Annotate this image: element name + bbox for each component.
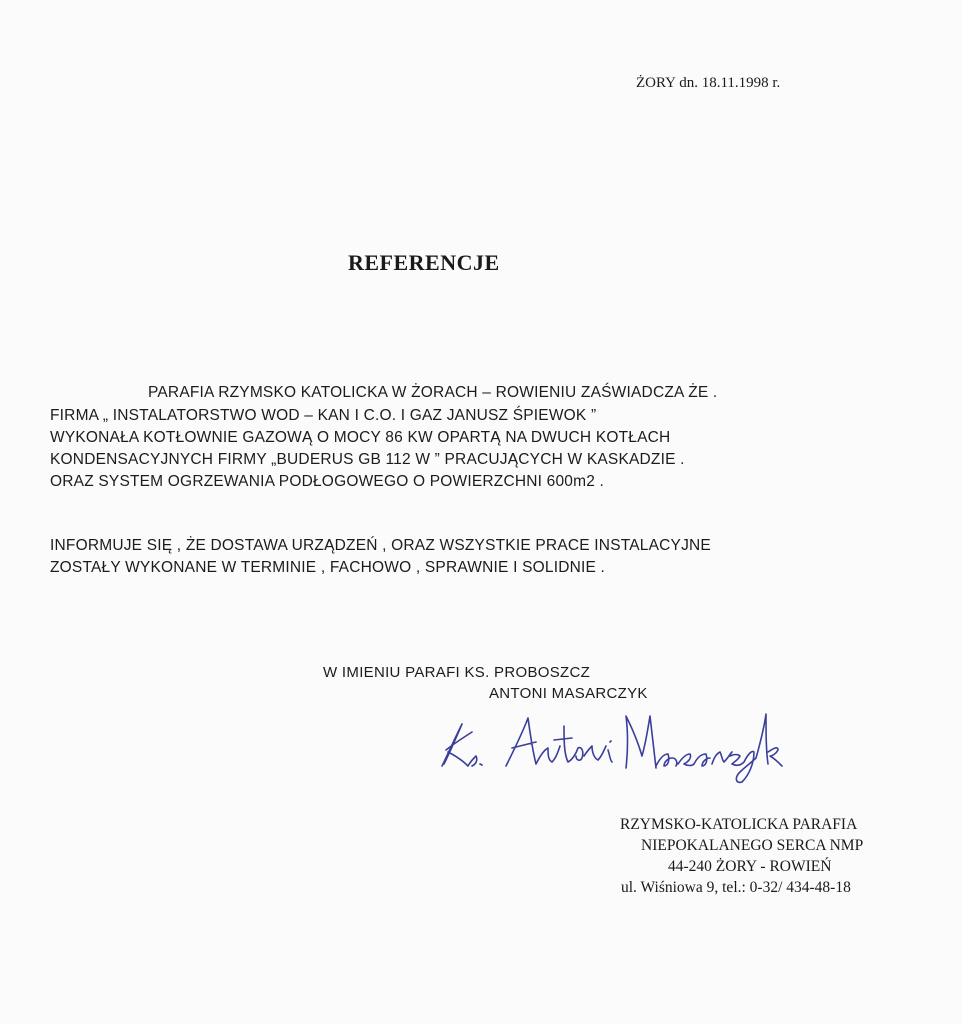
body-line-1: PARAFIA RZYMSKO KATOLICKA W ŻORACH – ROWIENIU ZAŚWIADCZA ŻE . [148,384,718,401]
body-line-3: WYKONAŁA KOTŁOWNIE GAZOWĄ O MOCY 86 KW OPARTĄ NA DWUCH KOTŁACH [50,429,671,446]
body-line-7: ZOSTAŁY WYKONANE W TERMINIE , FACHOWO , SPRAWNIE I SOLIDNIE . [50,559,606,576]
stamp-line-1: RZYMSKO-KATOLICKA PARAFIA [620,816,858,833]
body-line-2: FIRMA „ INSTALATORSTWO WOD – KAN I C.O. I GAZ JANUSZ ŚPIEWOK ” [50,407,597,424]
stamp-line-2: NIEPOKALANEGO SERCA NMP [641,837,864,854]
body-line-4: KONDENSACYJNYCH FIRMY „BUDERUS GB 112 W ” PRACUJĄCYCH W KASKADZIE . [50,451,685,468]
body-line-5: ORAZ SYSTEM OGRZEWANIA PODŁOGOWEGO O POWIERZCHNI 600m2 . [50,473,605,490]
body-line-6: INFORMUJE SIĘ , ŻE DOSTAWA URZĄDZEŃ , ORAZ WSZYSTKIE PRACE INSTALACYJNE [50,537,711,554]
stamp-line-4: ul. Wiśniowa 9, tel.: 0-32/ 434-48-18 [621,879,851,896]
document-title: REFERENCJE [348,250,500,275]
signatory-name: ANTONI MASARCZYK [489,685,648,702]
signatory-role: W IMIENIU PARAFI KS. PROBOSZCZ [323,664,591,681]
handwritten-signature [432,706,802,786]
date-line: ŻORY dn. 18.11.1998 r. [636,75,781,91]
stamp-line-3: 44-240 ŻORY - ROWIEŃ [668,858,832,875]
